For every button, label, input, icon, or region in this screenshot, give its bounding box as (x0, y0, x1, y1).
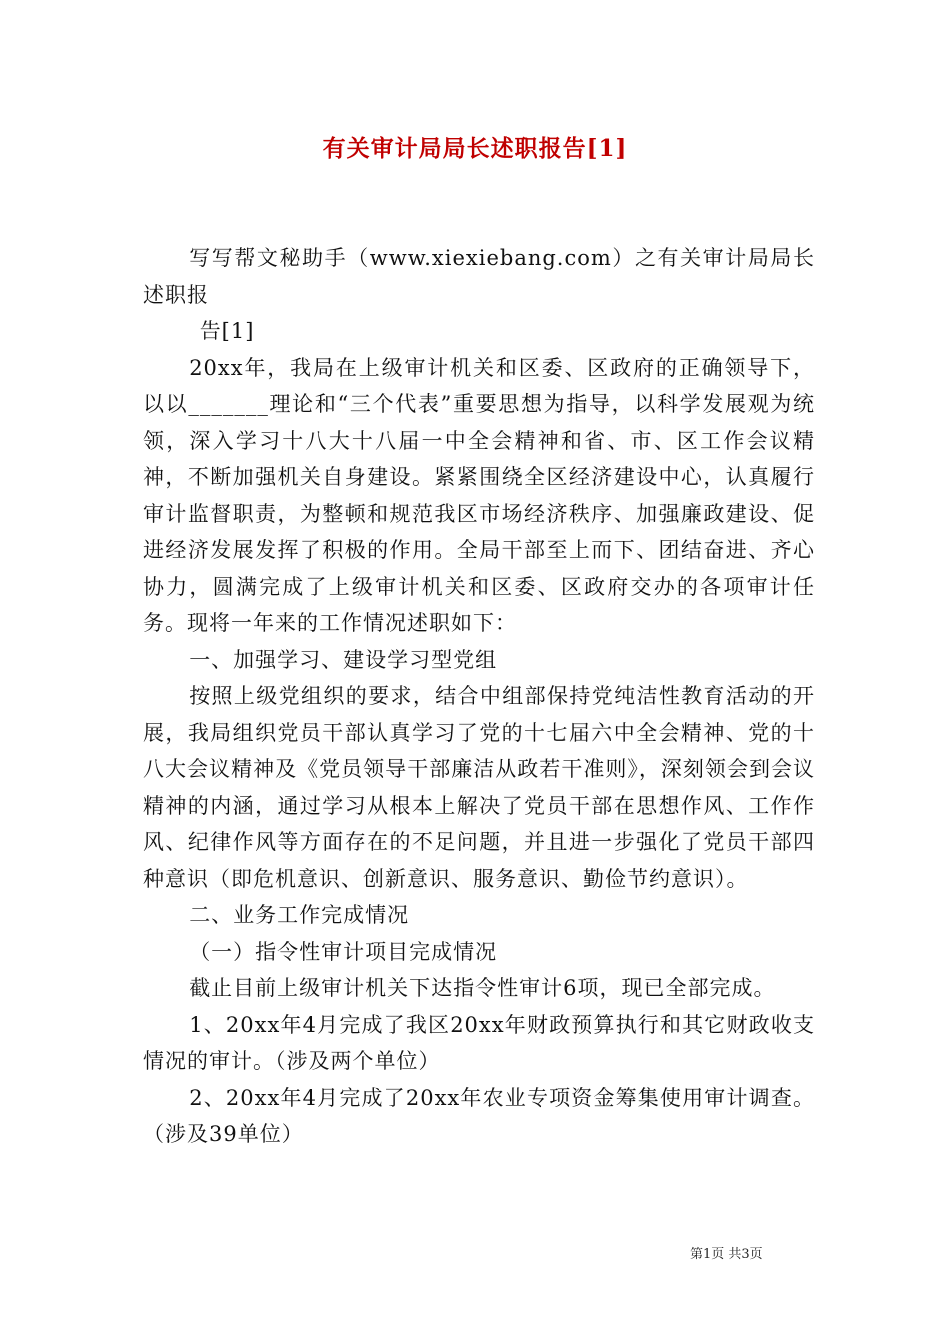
paragraph-subsection-1: 截止目前上级审计机关下达指令性审计6项，现已全部完成。 (189, 976, 776, 1000)
subsection-heading-1: （一）指令性审计项目完成情况 (189, 939, 498, 964)
paragraph-intro-continued: 告[1] (199, 319, 255, 343)
list-item: 1、20xx年4月完成了我区20xx年财政预算执行和其它财政收支情况的审计。（涉及两个单位） (143, 1012, 815, 1073)
page-title: 有关审计局局长述职报告[1] (322, 135, 628, 162)
paragraph-intro: 写写帮文秘助手（www.xiexiebang.com）之有关审计局局长述职报 (143, 246, 815, 307)
document-body (143, 240, 815, 1153)
section-heading-2: 二、业务工作完成情况 (189, 903, 410, 927)
list-item: 2、20xx年4月完成了20xx年农业专项资金筹集使用审计调查。（涉及39单位） (143, 1085, 815, 1146)
paragraph-overview: 20xx年，我局在上级审计机关和区委、区政府的正确领导下，以以_______理论和“三个代表”重要思想为指导，以科学发展观为统领，深入学习十八大十八届一中全会精神和省、市、区工作会议精神，不断加强机关自身建设。紧紧围绕全区经济建设中心，认真履行审计监督职责，为整顿和规范我区市场经济秩序、加强廉政建设、促进经济发展发挥了积极的作用。全局干部至上而下、团结奋进、齐心协力，圆满完成了上级审计机关和区委、区政府交办的各项审计任务。现将一年来的工作情况述职如下： (143, 355, 815, 635)
page-number: 第1页 共3页 (690, 1247, 763, 1262)
section-heading-1: 一、加强学习、建设学习型党组 (189, 647, 498, 672)
paragraph-section-1: 按照上级党组织的要求，结合中组部保持党纯洁性教育活动的开展，我局组织党员干部认真学习了党的十七届六中全会精神、党的十八大会议精神及《党员领导干部廉洁从政若干准则》，深刻领会到会议精神的内涵，通过学习从根本上解决了党员干部在思想作风、工作作风、纪律作风等方面存在的不足问题，并且进一步强化了党员干部四种意识（即危机意识、创新意识、服务意识、勤俭节约意识）。 (143, 684, 815, 891)
